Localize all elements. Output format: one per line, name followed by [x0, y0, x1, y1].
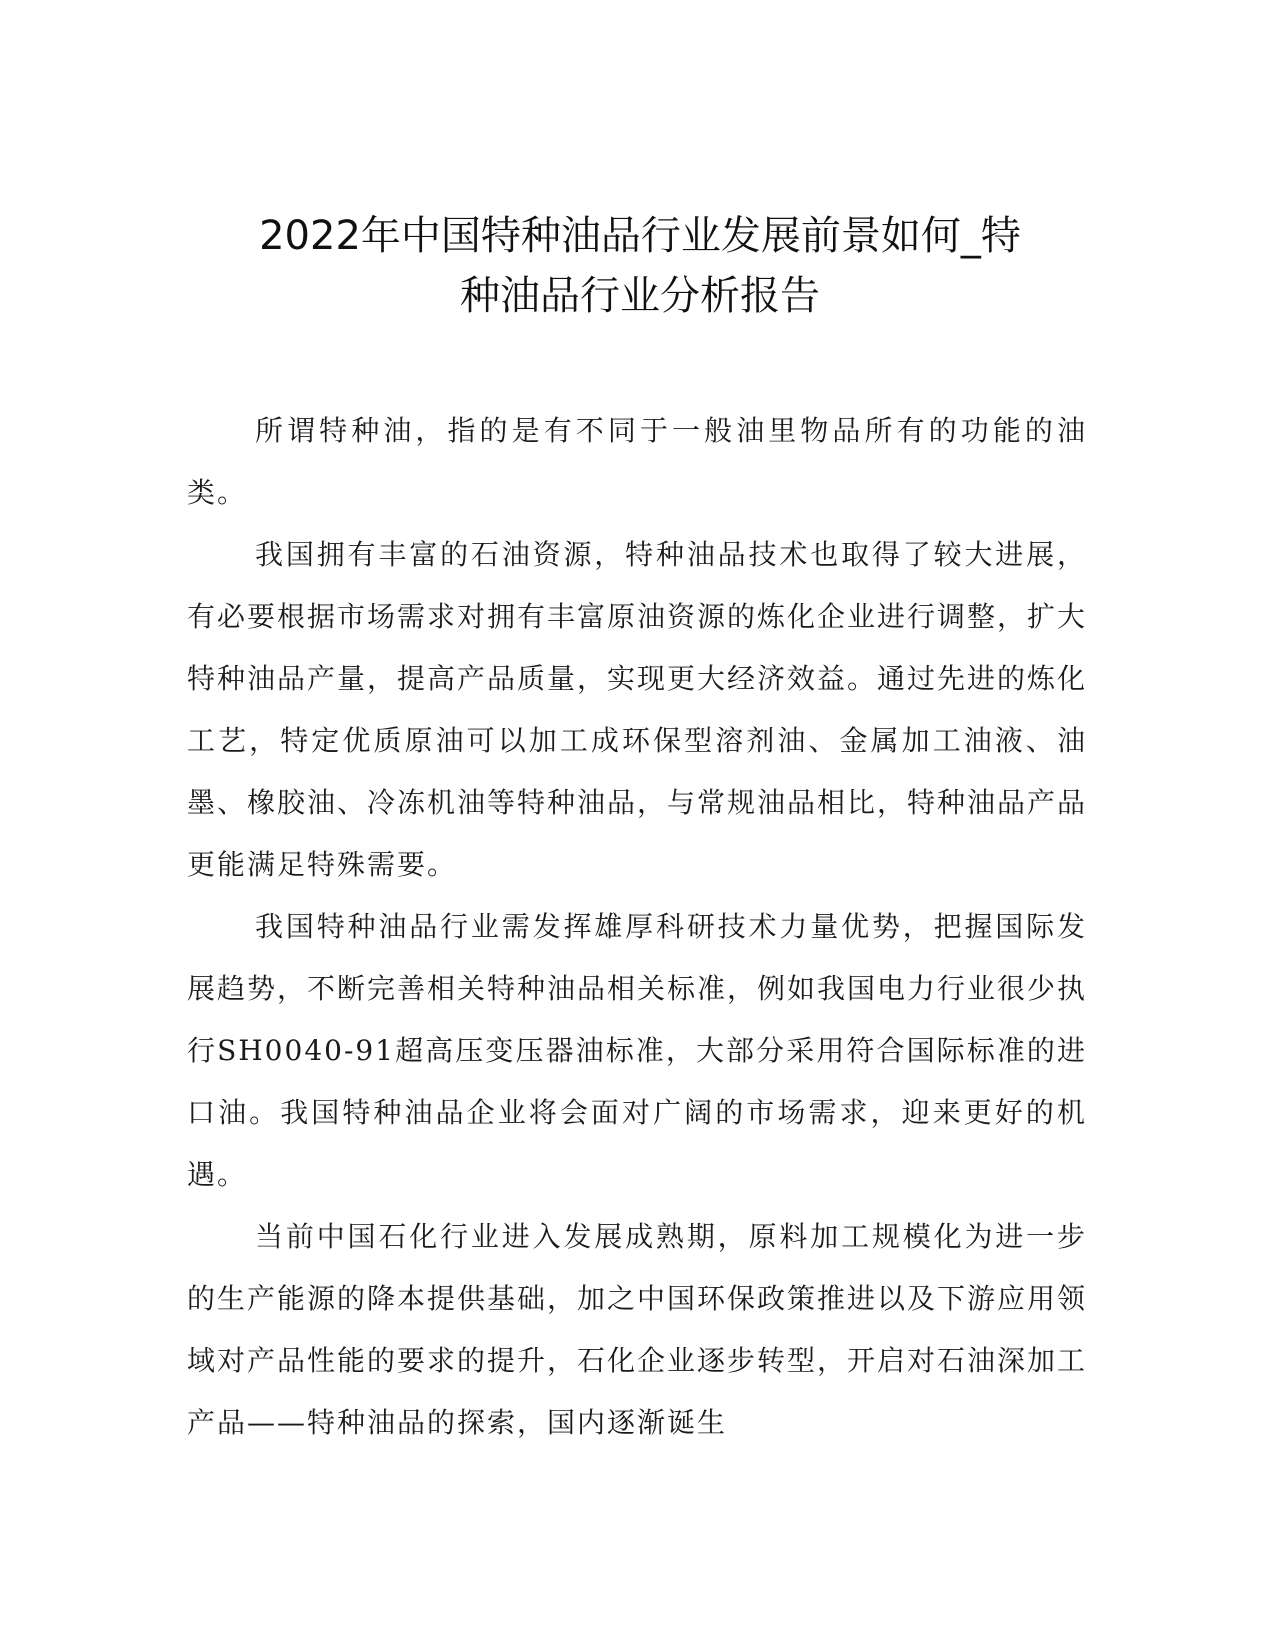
paragraph-standards: 我国特种油品行业需发挥雄厚科研技术力量优势，把握国际发展趋势，不断完善相关特种油品相关标准，例如我国电力行业很少执行SH0040-91超高压变压器油标准，大部分采用符合国际标准的进口油。我国特种油品企业将会面对广阔的市场需求，迎来更好的机遇。	[187, 910, 1088, 1191]
paragraph-industry-status: 当前中国石化行业进入发展成熟期，原料加工规模化为进一步的生产能源的降本提供基础，加之中国环保政策推进以及下游应用领域对产品性能的要求的提升，石化企业逐步转型，开启对石油深加工产品——特种油品的探索，国内逐渐诞生	[187, 1220, 1088, 1439]
title-line-2: 种油品行业分析报告	[460, 273, 820, 319]
document-title	[150, 206, 1130, 326]
title-line-1: 2022年中国特种油品行业发展前景如何_特	[259, 213, 1021, 259]
paragraph-resources: 我国拥有丰富的石油资源，特种油品技术也取得了较大进展，有必要根据市场需求对拥有丰富原油资源的炼化企业进行调整，扩大特种油品产量，提高产品质量，实现更大经济效益。通过先进的炼化工艺，特定优质原油可以加工成环保型溶剂油、金属加工油液、油墨、橡胶油、冷冻机油等特种油品，与常规油品相比，特种油品产品更能满足特殊需要。	[187, 538, 1088, 881]
document-body	[187, 400, 1087, 1454]
paragraph-definition: 所谓特种油，指的是有不同于一般油里物品所有的功能的油类。	[187, 414, 1087, 509]
